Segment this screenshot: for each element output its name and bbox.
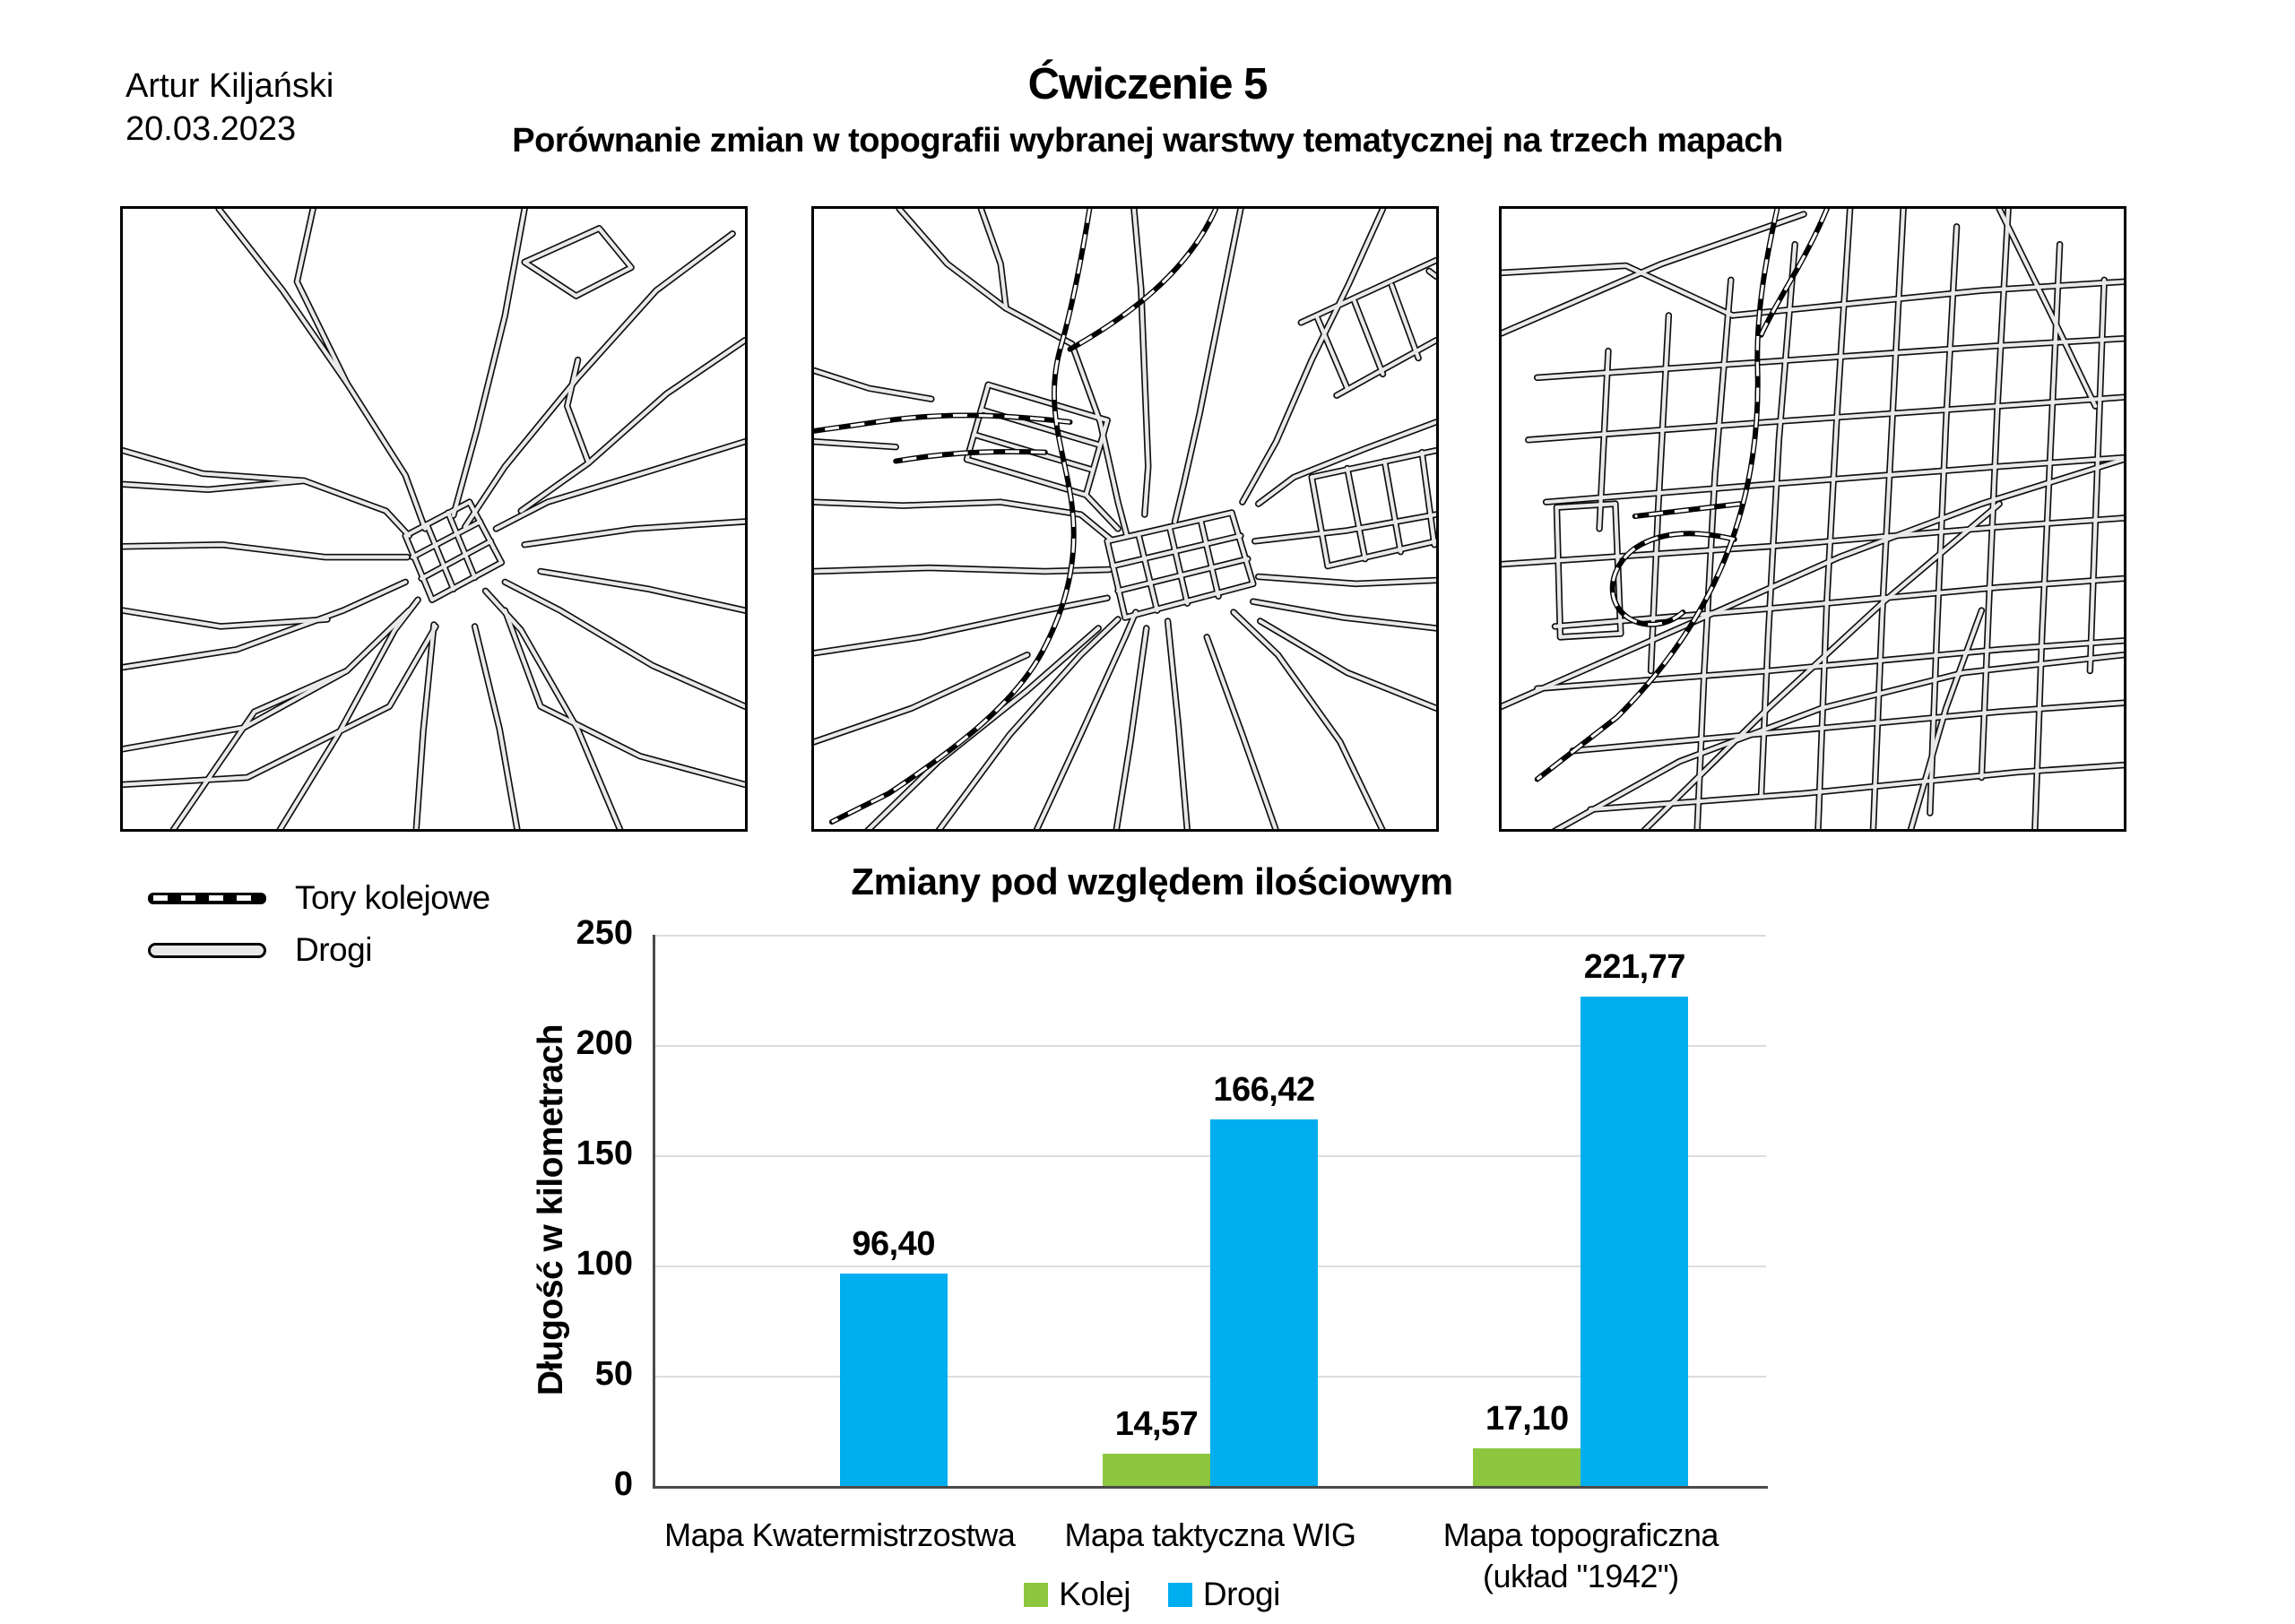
gridline: [654, 935, 1766, 937]
bar-drogi: [1581, 997, 1688, 1486]
y-axis-title: Długość w kilometrach: [532, 1024, 570, 1396]
road-fill: [1422, 453, 1434, 545]
author-name: Artur Kiljański: [126, 67, 334, 105]
chart-title: Zmiany pod względem ilościowym: [851, 860, 1453, 903]
road: [123, 610, 327, 626]
road-fill: [173, 610, 410, 829]
legend-row-road: [148, 930, 490, 970]
road-fill: [1200, 520, 1218, 596]
road: [505, 610, 745, 784]
road-fill: [1317, 317, 1347, 388]
bar-value-label: 96,40: [852, 1224, 935, 1263]
road-network-svg-mapa-taktyczna-wig: [814, 209, 1436, 829]
road-network-svg-mapa-kwatermistrzostwa: [123, 209, 745, 829]
road-network-svg-mapa-topograficzna-1942: [1502, 209, 2124, 829]
railway-dashes: [153, 895, 261, 901]
y-axis-tick-label: 250: [576, 914, 633, 952]
road-fill: [814, 502, 1111, 540]
road-fill: [1981, 209, 2008, 777]
road: [123, 480, 409, 535]
legend-label-road: Drogi: [295, 931, 372, 968]
y-axis-tick-label: 0: [613, 1465, 633, 1503]
bar-drogi: [840, 1274, 948, 1486]
map-panel-taktyczna-wig: [811, 206, 1439, 832]
bar-value-label: 17,10: [1485, 1399, 1569, 1438]
road-fill: [814, 442, 896, 447]
road-fill: [1384, 462, 1400, 552]
legend-swatch-kolej: [1024, 1583, 1048, 1607]
road-fill: [1312, 477, 1328, 566]
road-fill: [219, 209, 425, 529]
bar-kolej: [1473, 1448, 1581, 1486]
road-fill: [814, 370, 931, 399]
road: [465, 234, 732, 527]
road-fill: [465, 234, 732, 527]
x-axis-line: [653, 1486, 1768, 1489]
road-fill: [496, 442, 745, 529]
road-fill: [967, 384, 989, 459]
road-fill: [1232, 513, 1253, 583]
map-legend: [148, 878, 490, 982]
road-fill: [1301, 261, 1436, 323]
road-fill: [1502, 518, 2124, 565]
road-fill: [1347, 468, 1365, 558]
road: [1234, 612, 1383, 829]
x-axis-category-label: Mapa taktyczna WIG: [1064, 1516, 1356, 1553]
road-fill: [1355, 301, 1383, 374]
road-fill: [1234, 612, 1383, 829]
road-fill: [1529, 397, 2124, 440]
y-axis-line: [653, 935, 655, 1486]
map-panel-kwatermistrzostwa: [120, 206, 748, 832]
road-fill: [1086, 420, 1107, 495]
bar-drogi: [1210, 1119, 1318, 1486]
road: [814, 502, 1111, 540]
road-fill: [1391, 285, 1418, 358]
road-fill: [1168, 621, 1188, 829]
road-fill: [524, 229, 631, 296]
bar-value-label: 14,57: [1114, 1405, 1199, 1444]
chart-legend-item-kolej: [1024, 1576, 1130, 1613]
road-fill: [279, 600, 418, 829]
map-panel-topograficzna-1942: [1499, 206, 2126, 832]
road-fill: [1139, 534, 1157, 610]
road-fill: [505, 610, 745, 784]
chart-legend-item-drogi: [1168, 1576, 1280, 1613]
railway-line-symbol: [148, 893, 266, 904]
road-fill: [1999, 209, 2095, 406]
y-axis-tick-label: 50: [594, 1355, 633, 1393]
road-fill: [1170, 527, 1188, 603]
legend-row-railway: [148, 878, 490, 918]
legend-series-label: Drogi: [1202, 1576, 1280, 1612]
road: [1134, 209, 1148, 514]
road-fill: [939, 619, 1118, 829]
road: [1259, 422, 1436, 504]
y-axis-tick-label: 100: [576, 1245, 633, 1283]
page-subtitle: Porównanie zmian w topografii wybranej warstwy tematycznej na trzech mapach: [512, 122, 1783, 160]
x-axis-category-label: Mapa topograficzna (układ "1942"): [1442, 1516, 1719, 1594]
road-fill: [1537, 339, 2124, 378]
date: 20.03.2023: [126, 110, 297, 148]
road-fill: [524, 522, 745, 545]
legend-series-label: Kolej: [1059, 1576, 1130, 1612]
road-fill: [1107, 541, 1125, 618]
legend-label-railway: Tory kolejowe: [295, 879, 490, 916]
bar-value-label: 166,42: [1213, 1070, 1315, 1109]
railway-dashes: [832, 209, 1090, 822]
road-fill: [2035, 245, 2060, 829]
x-axis-category-label: Mapa Kwatermistrzostwa: [664, 1516, 1016, 1553]
road-fill: [1555, 578, 2123, 626]
railway: [832, 209, 1090, 822]
road-fill: [1337, 341, 1436, 395]
bar-kolej: [1103, 1454, 1210, 1486]
road: [219, 209, 425, 529]
y-axis-tick-label: 150: [576, 1135, 633, 1172]
road-fill: [1207, 637, 1276, 829]
road: [1502, 265, 1733, 315]
legend-swatch-drogi: [1168, 1583, 1192, 1607]
title-block: [0, 59, 2295, 160]
road-line-symbol: [148, 943, 266, 958]
chart-legend: [520, 1576, 1784, 1613]
bar-value-label: 221,77: [1583, 948, 1685, 987]
road-fill: [1328, 541, 1436, 566]
page-title: Ćwiczenie 5: [1027, 60, 1268, 108]
y-axis-tick-label: 200: [576, 1024, 633, 1062]
road-fill: [1116, 628, 1147, 829]
